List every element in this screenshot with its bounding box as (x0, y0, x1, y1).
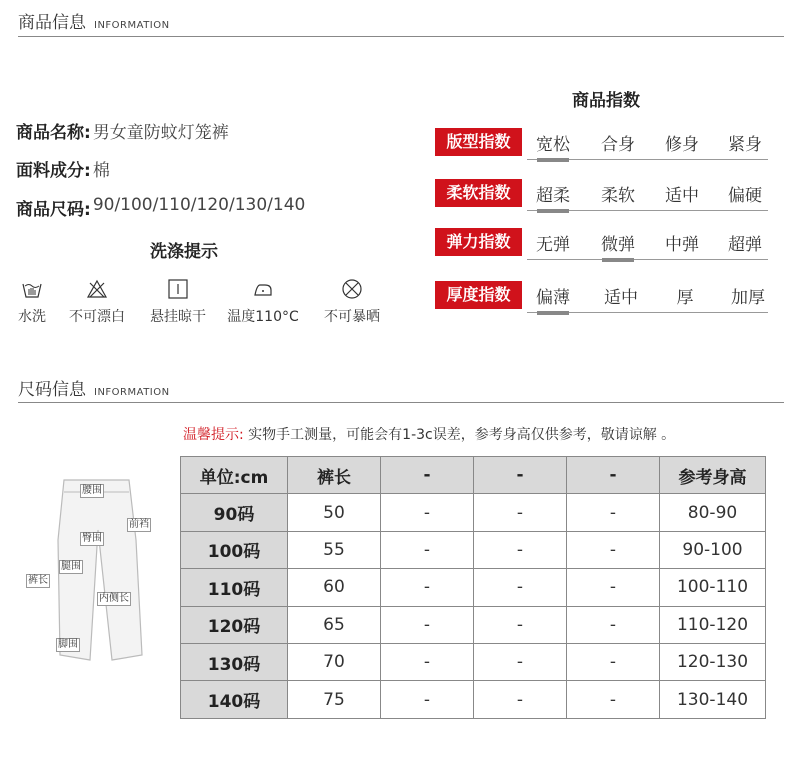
table-cell: 110码 (181, 569, 288, 606)
table-cell: 60 (288, 569, 381, 606)
index-selected-marker (537, 209, 569, 213)
tip-text: 实物手工测量，可能会有1-3c误差，参考身高仅供参考，敬请谅解 。 (248, 427, 676, 443)
iron-icon (252, 278, 274, 300)
table-cell: - (567, 643, 660, 680)
index-row-elasticity (435, 228, 768, 258)
table-cell: - (381, 681, 474, 718)
index-option: 偏薄 (536, 288, 570, 308)
wash-item-no-bleach (62, 278, 132, 326)
table-header-cell: - (381, 457, 474, 494)
table-cell: 80-90 (660, 494, 766, 531)
divider (18, 402, 784, 403)
hand-wash-icon (21, 278, 43, 300)
table-cell: - (567, 569, 660, 606)
table-row (181, 531, 766, 568)
table-cell: 130码 (181, 643, 288, 680)
pants-label-thigh: 腿围 (61, 561, 81, 572)
table-cell: - (474, 643, 567, 680)
section-title: 尺码信息 (18, 380, 86, 400)
table-cell: 120码 (181, 606, 288, 643)
table-header-row (181, 457, 766, 494)
table-header-cell: 裤长 (288, 457, 381, 494)
fabric-label: 面料成分: (16, 161, 91, 181)
table-row (181, 606, 766, 643)
table-cell: - (474, 494, 567, 531)
size-table (180, 456, 766, 719)
tip-prefix: 温馨提示: (183, 427, 244, 443)
size-row (16, 195, 305, 220)
fabric-value: 棉 (92, 161, 110, 181)
wash-label: 温度110°C (227, 309, 299, 325)
wash-label: 不可漂白 (69, 309, 125, 325)
wash-item-hang-dry (143, 278, 213, 326)
table-cell: - (474, 569, 567, 606)
product-name-label: 商品名称: (16, 123, 91, 143)
index-selected-marker (537, 158, 569, 162)
pants-label-waist: 腰围 (82, 485, 102, 496)
index-option: 适中 (604, 288, 638, 308)
wash-item-hand-wash (14, 278, 50, 326)
index-option: 超弹 (728, 235, 762, 255)
fabric-row (16, 156, 110, 181)
index-label: 版型指数 (435, 128, 522, 156)
pants-label-hip: 臀围 (82, 533, 102, 544)
pants-label-length: 裤长 (28, 575, 48, 586)
product-name-row (16, 118, 229, 143)
size-label: 商品尺码: (16, 200, 91, 220)
index-selected-marker (602, 258, 634, 262)
index-option: 紧身 (728, 135, 762, 155)
index-label: 弹力指数 (435, 228, 522, 256)
wash-item-no-sun-dry (316, 278, 388, 326)
section-subtitle: INFORMATION (94, 20, 170, 31)
no-bleach-icon (86, 278, 108, 300)
table-cell: 65 (288, 606, 381, 643)
table-cell: - (567, 494, 660, 531)
index-row-thickness (435, 281, 768, 311)
table-row (181, 643, 766, 680)
index-option: 厚 (676, 288, 694, 308)
table-cell: 50 (288, 494, 381, 531)
table-row (181, 569, 766, 606)
size-value: 90/100/110/120/130/140 (92, 195, 306, 215)
section-title: 商品信息 (18, 13, 86, 33)
table-cell: - (381, 531, 474, 568)
table-cell: 110-120 (660, 606, 766, 643)
index-option: 合身 (601, 135, 635, 155)
table-cell: - (381, 494, 474, 531)
table-cell: 55 (288, 531, 381, 568)
index-selected-marker (537, 311, 569, 315)
section-header-size-info (18, 375, 170, 399)
divider (18, 36, 784, 37)
wash-item-iron (222, 278, 304, 326)
index-option: 超柔 (536, 186, 570, 206)
measurement-tip (183, 424, 675, 444)
index-option: 微弹 (601, 235, 635, 255)
index-title: 商品指数 (572, 91, 640, 111)
table-cell: 90码 (181, 494, 288, 531)
pants-label-hem: 脚围 (58, 639, 78, 650)
table-header-cell: - (567, 457, 660, 494)
index-option: 无弹 (536, 235, 570, 255)
washing-title: 洗涤提示 (150, 242, 218, 262)
table-cell: 90-100 (660, 531, 766, 568)
index-row-fit (435, 128, 768, 158)
section-subtitle: INFORMATION (94, 387, 170, 398)
table-cell: 130-140 (660, 681, 766, 718)
table-cell: 100-110 (660, 569, 766, 606)
table-cell: 75 (288, 681, 381, 718)
index-option: 适中 (665, 186, 699, 206)
index-option: 柔软 (601, 186, 635, 206)
index-option: 宽松 (536, 135, 570, 155)
index-row-softness (435, 179, 768, 209)
index-option: 中弹 (665, 235, 699, 255)
table-cell: - (381, 606, 474, 643)
table-cell: 120-130 (660, 643, 766, 680)
table-cell: 100码 (181, 531, 288, 568)
pants-label-inseam: 内侧长 (99, 593, 129, 604)
index-label: 柔软指数 (435, 179, 522, 207)
index-option: 加厚 (731, 288, 765, 308)
product-name-value: 男女童防蚊灯笼裤 (92, 123, 229, 143)
pants-label-front-rise: 前裆 (129, 519, 149, 530)
wash-label: 悬挂晾干 (150, 309, 206, 325)
pants-diagram (24, 470, 164, 670)
table-row (181, 494, 766, 531)
wash-label: 不可暴晒 (324, 309, 380, 325)
table-cell: - (474, 681, 567, 718)
table-cell: - (381, 569, 474, 606)
index-option: 修身 (665, 135, 699, 155)
hang-dry-icon (167, 278, 189, 300)
wash-label: 水洗 (18, 309, 46, 325)
table-row (181, 681, 766, 718)
table-header-cell: 参考身高 (660, 457, 766, 494)
section-header-product-info (18, 8, 170, 32)
table-cell: - (567, 531, 660, 568)
table-header-cell: - (474, 457, 567, 494)
table-cell: - (474, 531, 567, 568)
table-cell: - (567, 681, 660, 718)
table-cell: - (567, 606, 660, 643)
table-header-cell: 单位:cm (181, 457, 288, 494)
table-cell: - (474, 606, 567, 643)
table-cell: - (381, 643, 474, 680)
index-label: 厚度指数 (435, 281, 522, 309)
index-scale-line (527, 259, 768, 260)
index-option: 偏硬 (728, 186, 762, 206)
table-cell: 70 (288, 643, 381, 680)
no-sun-dry-icon (341, 278, 363, 300)
table-cell: 140码 (181, 681, 288, 718)
